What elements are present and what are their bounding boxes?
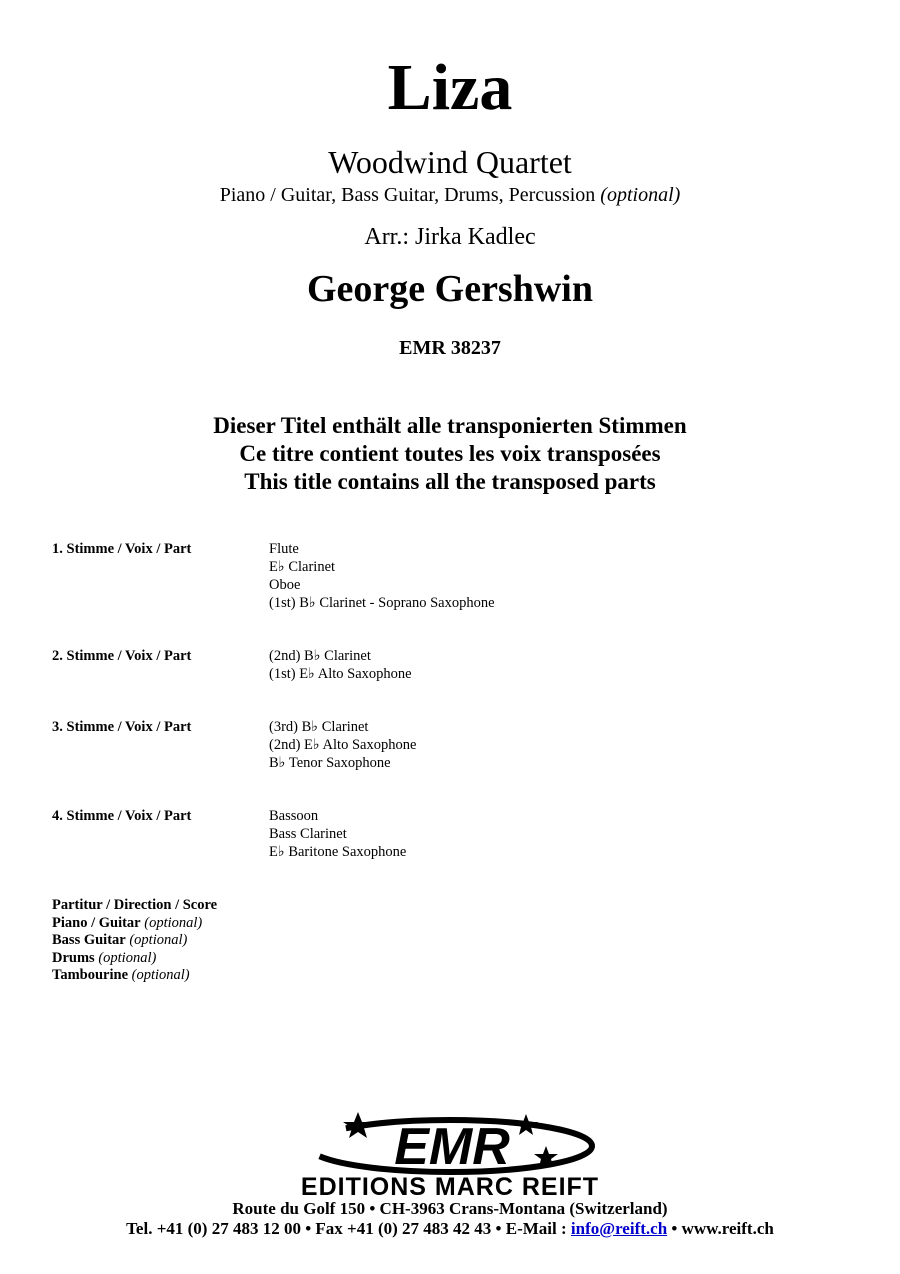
contact-suffix: • www.reift.ch bbox=[667, 1219, 774, 1238]
list-item bbox=[52, 967, 217, 985]
arranger: Arr.: Jirka Kadlec bbox=[364, 224, 536, 250]
instrument: Oboe bbox=[269, 577, 301, 593]
contact-prefix: Tel. +41 (0) 27 483 12 00 • Fax +41 (0) 27 483 42 43 • E-Mail : bbox=[126, 1219, 571, 1238]
notice-english: This title contains all the transposed parts bbox=[244, 469, 656, 494]
instrument: (1st) E♭ Alto Saxophone bbox=[269, 666, 412, 682]
extra-name: Piano / Guitar bbox=[52, 914, 141, 931]
email-link[interactable]: info@reift.ch bbox=[570, 1219, 668, 1238]
notice-german: Dieser Titel enthält alle transponierten Stimmen bbox=[213, 413, 687, 438]
extra-note: (optional) bbox=[131, 967, 190, 983]
instrument: (2nd) B♭ Clarinet bbox=[269, 648, 371, 664]
instrumentation-optional: (optional) bbox=[600, 184, 681, 206]
extra-name: Drums bbox=[52, 949, 95, 966]
part-3-instruments bbox=[269, 718, 416, 772]
page-title: Liza bbox=[387, 51, 513, 124]
instrument: E♭ Clarinet bbox=[269, 559, 336, 575]
publisher-contact bbox=[0, 1219, 900, 1239]
list-item bbox=[52, 950, 217, 968]
instrument: Bassoon bbox=[269, 808, 319, 824]
part-1-label: 1. Stimme / Voix / Part bbox=[52, 541, 192, 557]
part-2-label: 2. Stimme / Voix / Part bbox=[52, 648, 192, 664]
notice-french: Ce titre contient toutes les voix transposées bbox=[239, 441, 661, 466]
composer: George Gershwin bbox=[306, 268, 593, 310]
instrument: B♭ Tenor Saxophone bbox=[269, 755, 391, 771]
instrument: (1st) B♭ Clarinet - Soprano Saxophone bbox=[269, 595, 495, 611]
list-item bbox=[52, 932, 217, 950]
extra-parts-list bbox=[52, 897, 217, 985]
part-2-instruments bbox=[269, 647, 412, 683]
publisher-address: Route du Golf 150 • CH-3963 Crans-Montana (Switzerland) bbox=[232, 1199, 668, 1218]
emr-logo bbox=[300, 1108, 600, 1180]
instrument: (3rd) B♭ Clarinet bbox=[269, 719, 369, 735]
extra-name: Bass Guitar bbox=[52, 932, 126, 948]
extra-note: (optional) bbox=[98, 949, 157, 966]
instrument: Flute bbox=[269, 541, 299, 557]
part-4-instruments bbox=[269, 807, 406, 861]
instrument: (2nd) E♭ Alto Saxophone bbox=[269, 737, 417, 753]
part-3-label: 3. Stimme / Voix / Part bbox=[52, 719, 192, 735]
part-4-label: 4. Stimme / Voix / Part bbox=[52, 808, 192, 824]
list-item bbox=[52, 897, 217, 915]
extra-name: Tambourine bbox=[52, 967, 129, 983]
logo-text: EMR bbox=[394, 1118, 510, 1176]
extra-note: (optional) bbox=[144, 914, 203, 931]
subtitle: Woodwind Quartet bbox=[328, 144, 572, 180]
instrumentation-text: Piano / Guitar, Bass Guitar, Drums, Percussion bbox=[219, 184, 596, 206]
publisher-name: EDITIONS MARC REIFT bbox=[300, 1173, 600, 1201]
extra-note: (optional) bbox=[129, 932, 188, 948]
instrument: Bass Clarinet bbox=[269, 826, 347, 842]
part-1-instruments bbox=[269, 540, 495, 612]
list-item bbox=[52, 915, 217, 933]
catalog-code: EMR 38237 bbox=[399, 337, 501, 359]
instrumentation bbox=[0, 183, 900, 207]
instrument: E♭ Baritone Saxophone bbox=[269, 844, 407, 860]
extra-name: Partitur / Direction / Score bbox=[52, 897, 218, 913]
